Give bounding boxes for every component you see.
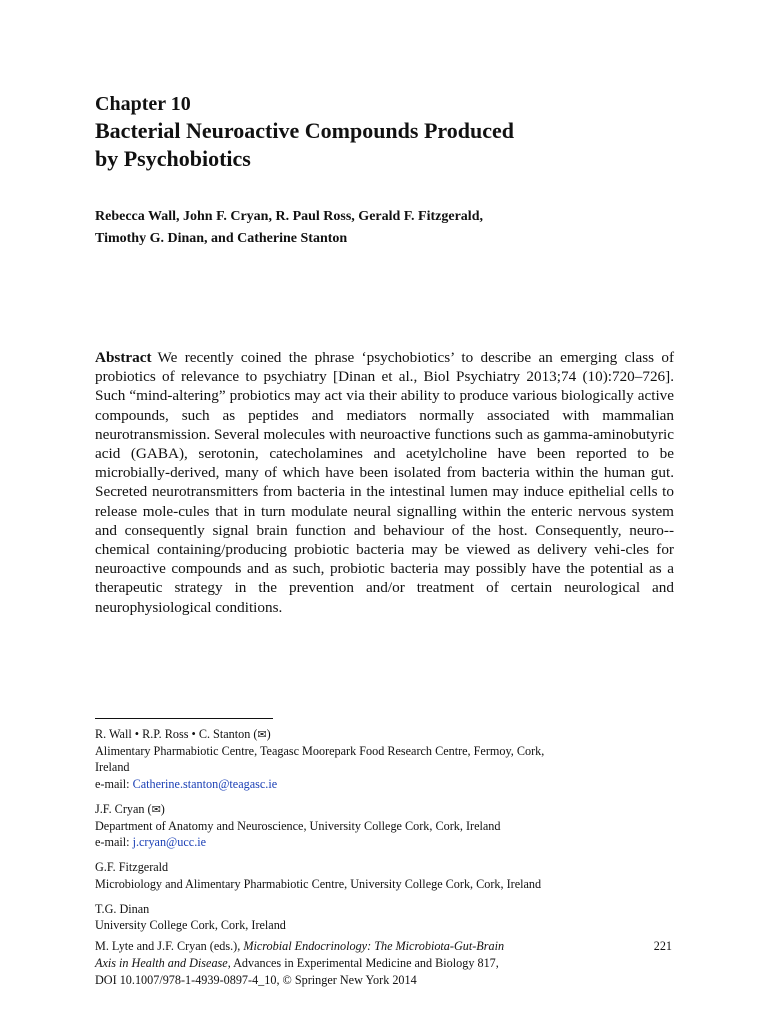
affiliation-dept: Microbiology and Alimentary Pharmabiotic Centre, University College Cork, Cork, Ireland bbox=[95, 876, 542, 891]
citation-book-title: Axis in Health and Disease bbox=[95, 956, 228, 970]
affiliation-block bbox=[95, 801, 675, 851]
affiliation-dept: Ireland bbox=[95, 760, 130, 775]
author-line: Rebecca Wall, John F. Cryan, R. Paul Ross, Gerald F. Fitzgerald, bbox=[95, 209, 483, 224]
affiliation-names-text: J.F. Cryan ( bbox=[95, 801, 152, 816]
author-line: Timothy G. Dinan, and Catherine Stanton bbox=[95, 231, 348, 246]
author-list bbox=[95, 206, 685, 250]
affiliations bbox=[95, 726, 675, 942]
affiliation-email-line bbox=[95, 776, 675, 792]
affiliation-block bbox=[95, 859, 675, 891]
envelope-icon: ✉ bbox=[257, 729, 267, 741]
affiliation-dept: Alimentary Pharmabiotic Centre, Teagasc Moorepark Food Research Centre, Fermoy, Cork, bbox=[95, 744, 545, 759]
abstract-label: Abstract bbox=[95, 349, 152, 366]
affiliation-names-close: ) bbox=[266, 727, 271, 741]
citation-line bbox=[95, 955, 675, 972]
citation-editors: M. Lyte and J.F. Cryan (eds.), bbox=[95, 939, 244, 953]
citation-line bbox=[95, 938, 675, 955]
email-link[interactable]: Catherine.stanton@teagasc.ie bbox=[132, 776, 278, 791]
affiliation-names: G.F. Fitzgerald bbox=[95, 860, 169, 875]
affiliation-names bbox=[95, 801, 675, 818]
chapter-title-line: by Psychobiotics bbox=[95, 146, 251, 171]
affiliation-dept: University College Cork, Cork, Ireland bbox=[95, 918, 286, 933]
page-number: 221 bbox=[653, 939, 672, 953]
affiliation-names-close: ) bbox=[160, 801, 165, 816]
envelope-icon: ✉ bbox=[151, 803, 161, 816]
chapter-title bbox=[95, 117, 695, 173]
citation-book-title: Microbial Endocrinology: The Microbiota-Gut-Brain bbox=[243, 939, 505, 953]
affiliation-names: T.G. Dinan bbox=[95, 901, 150, 916]
email-label: e-mail: bbox=[95, 835, 133, 850]
affiliation-dept: Department of Anatomy and Neuroscience, University College Cork, Cork, Ireland bbox=[95, 819, 501, 834]
email-link[interactable]: j.cryan@ucc.ie bbox=[132, 835, 207, 850]
affiliation-names bbox=[95, 726, 675, 743]
footnote-divider bbox=[95, 718, 273, 719]
abstract-text: We recently coined the phrase ‘psychobiotics’ to describe an emerging class of probiotics of relevance to psychiatry [Dinan et al., Biol Psychiatry 2013;74 (10):720–726]. Such “mind-altering” probiotics may act via their ability to produce various biologically active compounds, such as peptides and mediators normally associated with mammalian neurotransmission. Several molecules with neuroactive functions such as gamma-aminobutyric acid (GABA), serotonin, catecholamines and acetylcholine have been reported to be microbially-derived, many of which have been isolated from bacteria within the human gut. Secreted neurotransmitters from bacteria in the intestinal lumen may induce epithelial cells to release mole-cules that in turn modulate neural signalling within the enteric nervous system and consequently signal brain function and behaviour of the host. Consequently, neuro-chemical containing/producing probiotic bacteria may be viewed as delivery vehi-cles for neuroactive compounds and as such, probiotic bacteria may possibly have the potential as a therapeutic strategy in the prevention and/or treatment of certain neurological and neurophysiological conditions. bbox=[95, 349, 674, 616]
citation-series: , Advances in Experimental Medicine and Biology 817, bbox=[227, 956, 499, 970]
chapter-title-line: Bacterial Neuroactive Compounds Produced bbox=[95, 118, 514, 143]
affiliation-block bbox=[95, 901, 675, 933]
affiliation-names-text: R. Wall • R.P. Ross • C. Stanton ( bbox=[95, 727, 258, 741]
chapter-label: Chapter 10 bbox=[95, 93, 191, 115]
email-label: e-mail: bbox=[95, 776, 133, 791]
citation-doi: DOI 10.1007/978-1-4939-0897-4_10, © Springer New York 2014 bbox=[95, 973, 417, 987]
abstract bbox=[95, 348, 674, 617]
affiliation-block bbox=[95, 726, 675, 792]
citation-footer bbox=[95, 938, 675, 989]
affiliation-email-line bbox=[95, 834, 675, 850]
